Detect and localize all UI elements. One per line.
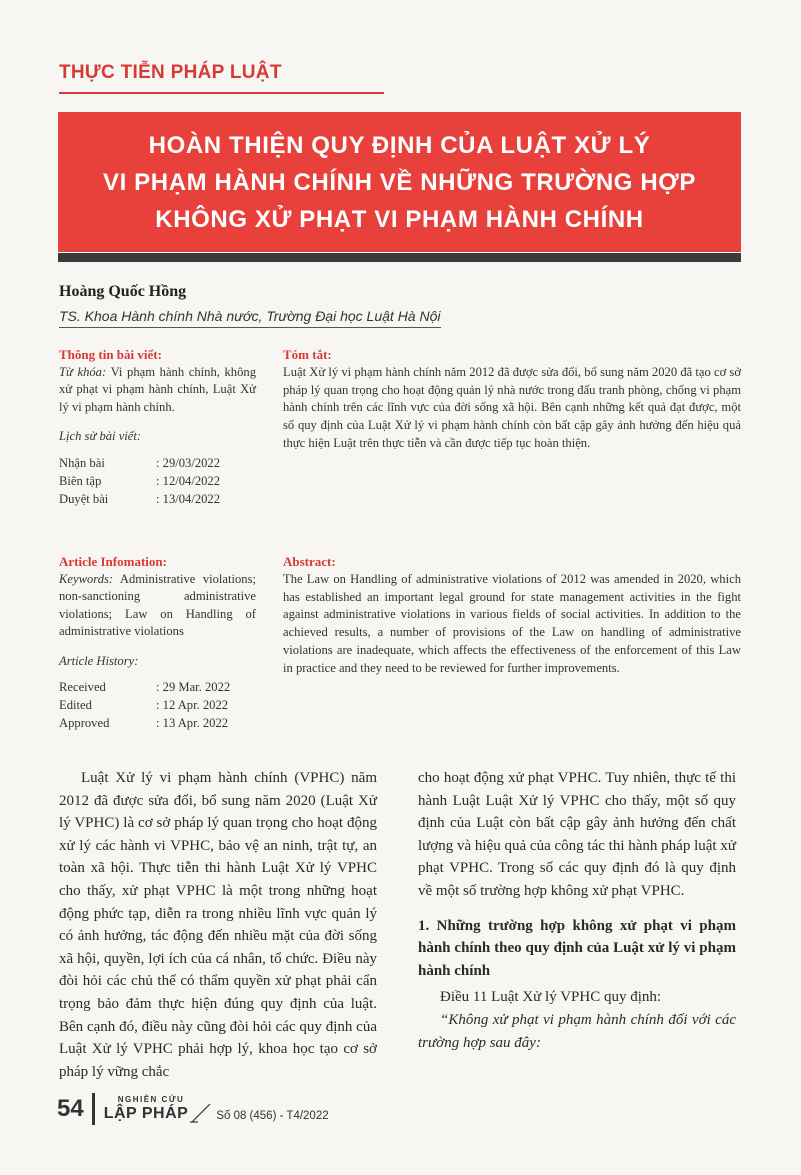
table-row (59, 490, 220, 508)
quote-paragraph: “Không xử phạt vi phạm hành chính đối với các trường hợp sau đây: (418, 1011, 736, 1051)
journal-name-main: LẬP PHÁP (103, 1105, 189, 1122)
en-history-table (59, 678, 230, 732)
footer-divider (92, 1093, 95, 1125)
table-row (59, 678, 230, 696)
author-name: Hoàng Quốc Hồng (59, 283, 187, 300)
history-date: : 12/04/2022 (156, 473, 221, 488)
body-paragraph: Luật Xử lý vi phạm hành chính (VPHC) năm 2012 đã được sửa đổi, bổ sung năm 2020 (Luật Xử lý VPHC) là cơ sở pháp lý quan trọng cho hoạt động xử lý các hành vi VPHC, bảo vệ an ninh, trật tự, an toàn xã hội. Thực tiễn thi hành Luật Xử lý VPHC cho thấy, xử phạt VPHC là một trong những hoạt động phức tạp, diễn ra trong nhiều lĩnh vực quản lý có ảnh hưởng, tác động đến nhiều mặt của đời sống xã hội, quyền, lợi ích của cá nhân, tổ chức. Điều này đòi hỏi các chủ thể có thẩm quyền xử phạt phải cẩn trọng bảo đảm thực hiện đúng quy định của luật. Bên cạnh đó, điều này cũng đòi hỏi các quy định của Luật Xử lý VPHC phải hợp lý, khoa học tạo cơ sở pháp lý vững chắc (59, 770, 377, 1080)
table-row (59, 714, 230, 732)
journal-name-top: NGHIÊN CỨU (117, 1095, 185, 1104)
section-rule (59, 92, 384, 94)
body-paragraph: cho hoạt động xử phạt VPHC. Tuy nhiên, thực tế thi hành Luật Luật Xử lý VPHC cho thấy, một số quy định của Luật còn bất cập gây ảnh hưởng đến chất lượng và hiệu quả của công tác thi hành pháp luật xử phạt VPHC. Trong số các quy định đó là quy định về một số trường hợp không xử phạt VPHC. (418, 770, 736, 899)
history-label: Approved (59, 716, 110, 730)
journal-logo (104, 1096, 189, 1122)
en-abstract (283, 553, 741, 678)
section-heading: 1. Những trường hợp không xử phạt vi phạm hành chính theo quy định của Luật xử lý vi phạm hành chính (418, 917, 736, 979)
page-number: 54 (57, 1095, 84, 1122)
title-line-2: VI PHẠM HÀNH CHÍNH VỀ NHỮNG TRƯỜNG HỢP (103, 168, 696, 196)
vi-info-heading: Thông tin bài viết: (59, 347, 162, 362)
vi-keywords (59, 364, 256, 417)
history-date: : 29 Mar. 2022 (156, 680, 231, 694)
table-row (59, 696, 230, 714)
history-label: Nhận bài (59, 455, 105, 470)
table-row (59, 472, 220, 490)
history-date: : 13/04/2022 (156, 491, 221, 506)
history-label: Biên tập (59, 473, 102, 488)
en-keywords-text: Administrative violations; non-sanctioning administrative violations; Law on Handling of administrative violations (59, 571, 256, 638)
body-column-left (59, 767, 377, 1083)
vi-history-table (59, 454, 220, 508)
en-info-heading: Article Infomation: (59, 554, 167, 569)
history-date: : 12 Apr. 2022 (156, 698, 229, 712)
body-paragraph: Điều 11 Luật Xử lý VPHC quy định: (440, 989, 662, 1006)
page-footer (57, 1093, 329, 1125)
issue-info: Số 08 (456) - T4/2022 (216, 1110, 329, 1122)
en-abstract-text: The Law on Handling of administrative violations of 2012 was amended in 2020, which has established an important legal ground for state management activities in the fight against administrative violations in various fields of social activities. In addition to the achieved results, a number of provisions of the Law on handling of administrative violations are inadequate, which affects the effectiveness of the enforcement of this Law in practice and they need to be reviewed for further improvements. (283, 571, 741, 675)
history-label: Received (59, 680, 106, 694)
history-label: Edited (59, 698, 92, 712)
en-abstract-heading: Abstract: (283, 554, 336, 569)
section-label: THỰC TIỄN PHÁP LUẬT (59, 62, 282, 83)
en-keywords (59, 571, 256, 641)
en-history-title: Article History: (59, 653, 139, 668)
table-row (59, 454, 220, 472)
vi-abstract-heading: Tóm tắt: (283, 347, 332, 362)
title-line-1: HOÀN THIỆN QUY ĐỊNH CỦA LUẬT XỬ LÝ (148, 131, 651, 159)
author-affiliation: TS. Khoa Hành chính Nhà nước, Trường Đại học Luật Hà Nội (59, 308, 441, 328)
history-date: : 29/03/2022 (156, 455, 221, 470)
vi-abstract-text: Luật Xử lý vi phạm hành chính năm 2012 đã được sửa đổi, bổ sung năm 2020 đã tạo cơ sở pháp lý quan trọng cho hoạt động quản lý nhà nước trong đấu tranh phòng, chống vi phạm hành chính trên các lĩnh vực của đời sống xã hội. Bên cạnh những kết quả đạt được, một số quy định của Luật Xử lý vi phạm hành chính còn bất cập gây ảnh hưởng đến hiệu quả thực hiện Luật trên thực tiễn và cần được tiếp tục hoàn thiện. (283, 364, 741, 450)
slash-icon (190, 1100, 214, 1124)
title-line-3: KHÔNG XỬ PHẠT VI PHẠM HÀNH CHÍNH (155, 205, 644, 233)
history-label: Duyệt bài (59, 491, 109, 506)
vi-article-info (59, 346, 256, 508)
vi-keywords-label: Từ khóa: (59, 364, 107, 379)
en-article-info (59, 553, 256, 732)
title-shadow-bar (58, 253, 741, 262)
vi-abstract (283, 346, 741, 453)
title-banner (58, 112, 741, 252)
vi-history-title: Lịch sử bài viết: (59, 429, 142, 443)
body-column-right (418, 767, 736, 1054)
en-keywords-label: Keywords: (59, 571, 114, 586)
history-date: : 13 Apr. 2022 (156, 716, 229, 730)
vi-keywords-text: Vi phạm hành chính, không xử phạt vi phạm hành chính, Luật Xử lý vi phạm hành chính. (59, 364, 256, 414)
